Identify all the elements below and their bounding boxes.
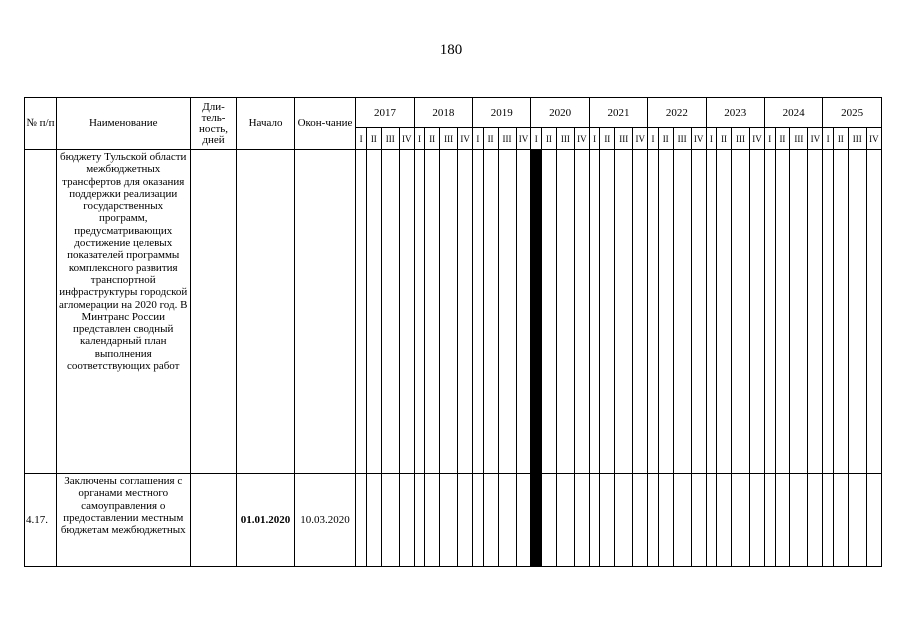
row-start-date [237,150,294,474]
quarter-header: IV [574,128,589,150]
quarter-header: II [833,128,848,150]
gantt-cell [633,474,648,567]
quarter-header: III [556,128,574,150]
gantt-cell [600,474,615,567]
gantt-cell [425,150,440,474]
gantt-cell [691,474,706,567]
gantt-cell [440,474,458,567]
gantt-cell [516,150,531,474]
year-header: 2018 [414,98,472,128]
gantt-cell [414,474,425,567]
quarter-header: I [764,128,775,150]
quarter-header: II [600,128,615,150]
gantt-cell [473,150,484,474]
table-row [25,474,882,567]
gantt-cell [600,150,615,474]
gantt-cell [542,474,557,567]
gantt-cell [399,150,414,474]
year-header: 2022 [648,98,706,128]
quarter-header: II [542,128,557,150]
quarter-header: II [775,128,790,150]
gantt-cell [399,474,414,567]
gantt-cell [775,150,790,474]
gantt-cell [823,474,834,567]
quarter-header: II [483,128,498,150]
gantt-cell [732,474,750,567]
quarter-header: I [473,128,484,150]
gantt-cell [790,150,808,474]
gantt-cell [732,150,750,474]
gantt-cell [717,150,732,474]
quarter-header: IV [516,128,531,150]
gantt-cell [673,474,691,567]
quarter-header: I [706,128,717,150]
year-header: 2021 [589,98,647,128]
quarter-header: II [366,128,381,150]
quarter-header: IV [750,128,765,150]
gantt-cell [764,150,775,474]
gantt-cell [458,150,473,474]
quarter-header: III [498,128,516,150]
gantt-cell [574,474,589,567]
quarter-header: IV [633,128,648,150]
gantt-cell [866,150,881,474]
gantt-cell [764,474,775,567]
gantt-cell [658,474,673,567]
quarter-header: IV [691,128,706,150]
quarter-header: II [425,128,440,150]
quarter-header: IV [458,128,473,150]
gantt-cell [808,474,823,567]
page-number: 180 [439,42,463,58]
gantt-cell [381,150,399,474]
gantt-cell [648,150,659,474]
gantt-cell [542,150,557,474]
row-number [25,150,57,474]
gantt-cell [440,150,458,474]
gantt-cell [356,474,367,567]
gantt-cell [691,150,706,474]
gantt-cell [633,150,648,474]
year-header: 2017 [356,98,414,128]
gantt-cell [658,150,673,474]
gantt-cell [381,474,399,567]
quarter-header: I [356,128,367,150]
quarter-header: I [414,128,425,150]
gantt-cell [574,150,589,474]
gantt-cell [483,474,498,567]
quarter-header: I [589,128,600,150]
row-end-date: 10.03.2020 [294,474,356,567]
header-start: Начало [237,98,294,150]
gantt-cell [498,150,516,474]
quarter-header: III [440,128,458,150]
gantt-cell [848,150,866,474]
gantt-cell [866,474,881,567]
gantt-cell [589,150,600,474]
row-duration [190,150,237,474]
quarter-header: III [615,128,633,150]
row-start-date: 01.01.2020 [237,474,294,567]
gantt-cell [615,474,633,567]
gantt-bar-cell [531,150,542,474]
quarter-header: I [823,128,834,150]
gantt-cell [750,150,765,474]
gantt-cell [473,474,484,567]
gantt-bar-cell [531,474,542,567]
quarter-header: III [848,128,866,150]
row-duration [190,474,237,567]
row-name: бюджету Тульской области межбюджетных трансфертов для оказания поддержки реализации государственных программ, предусматривающих достижение целевых показателей программы комплексного развития транспортной инфраструктуры городской агломерации на 2020 год. В Минтранс России представлен сводный календарный план выполнения соответствующих работ [56,150,190,474]
row-number: 4.17. [25,474,57,567]
gantt-cell [717,474,732,567]
quarter-header: IV [866,128,881,150]
gantt-cell [425,474,440,567]
quarter-header: II [658,128,673,150]
year-header: 2020 [531,98,589,128]
gantt-cell [833,474,848,567]
year-header: 2024 [764,98,822,128]
year-header: 2019 [473,98,531,128]
gantt-cell [589,474,600,567]
quarter-header: II [717,128,732,150]
gantt-cell [673,150,691,474]
table-row [25,150,882,474]
quarter-header: IV [808,128,823,150]
header-duration: Дли-тель-ность, дней [190,98,237,150]
gantt-cell [848,474,866,567]
gantt-cell [556,474,574,567]
gantt-cell [516,474,531,567]
header-number: № п/п [25,98,57,150]
gantt-cell [775,474,790,567]
row-name: Заключены соглашения с органами местного самоуправления о предоставлении местным бюджетам межбюджетных [56,474,190,567]
gantt-cell [483,150,498,474]
quarter-header: IV [399,128,414,150]
gantt-cell [556,150,574,474]
quarter-header: III [732,128,750,150]
quarter-header: I [648,128,659,150]
gantt-cell [366,150,381,474]
gantt-cell [790,474,808,567]
year-header: 2023 [706,98,764,128]
gantt-cell [706,474,717,567]
quarter-header: III [381,128,399,150]
quarter-header: III [790,128,808,150]
year-header: 2025 [823,98,882,128]
gantt-cell [808,150,823,474]
header-end: Окон-чание [294,98,356,150]
gantt-cell [366,474,381,567]
gantt-cell [414,150,425,474]
gantt-cell [356,150,367,474]
gantt-cell [750,474,765,567]
gantt-schedule-table [24,97,882,567]
gantt-cell [458,474,473,567]
gantt-cell [833,150,848,474]
gantt-cell [615,150,633,474]
gantt-cell [498,474,516,567]
row-end-date [294,150,356,474]
gantt-cell [648,474,659,567]
quarter-header: I [531,128,542,150]
header-name: Наименование [56,98,190,150]
gantt-cell [706,150,717,474]
quarter-header: III [673,128,691,150]
gantt-cell [823,150,834,474]
